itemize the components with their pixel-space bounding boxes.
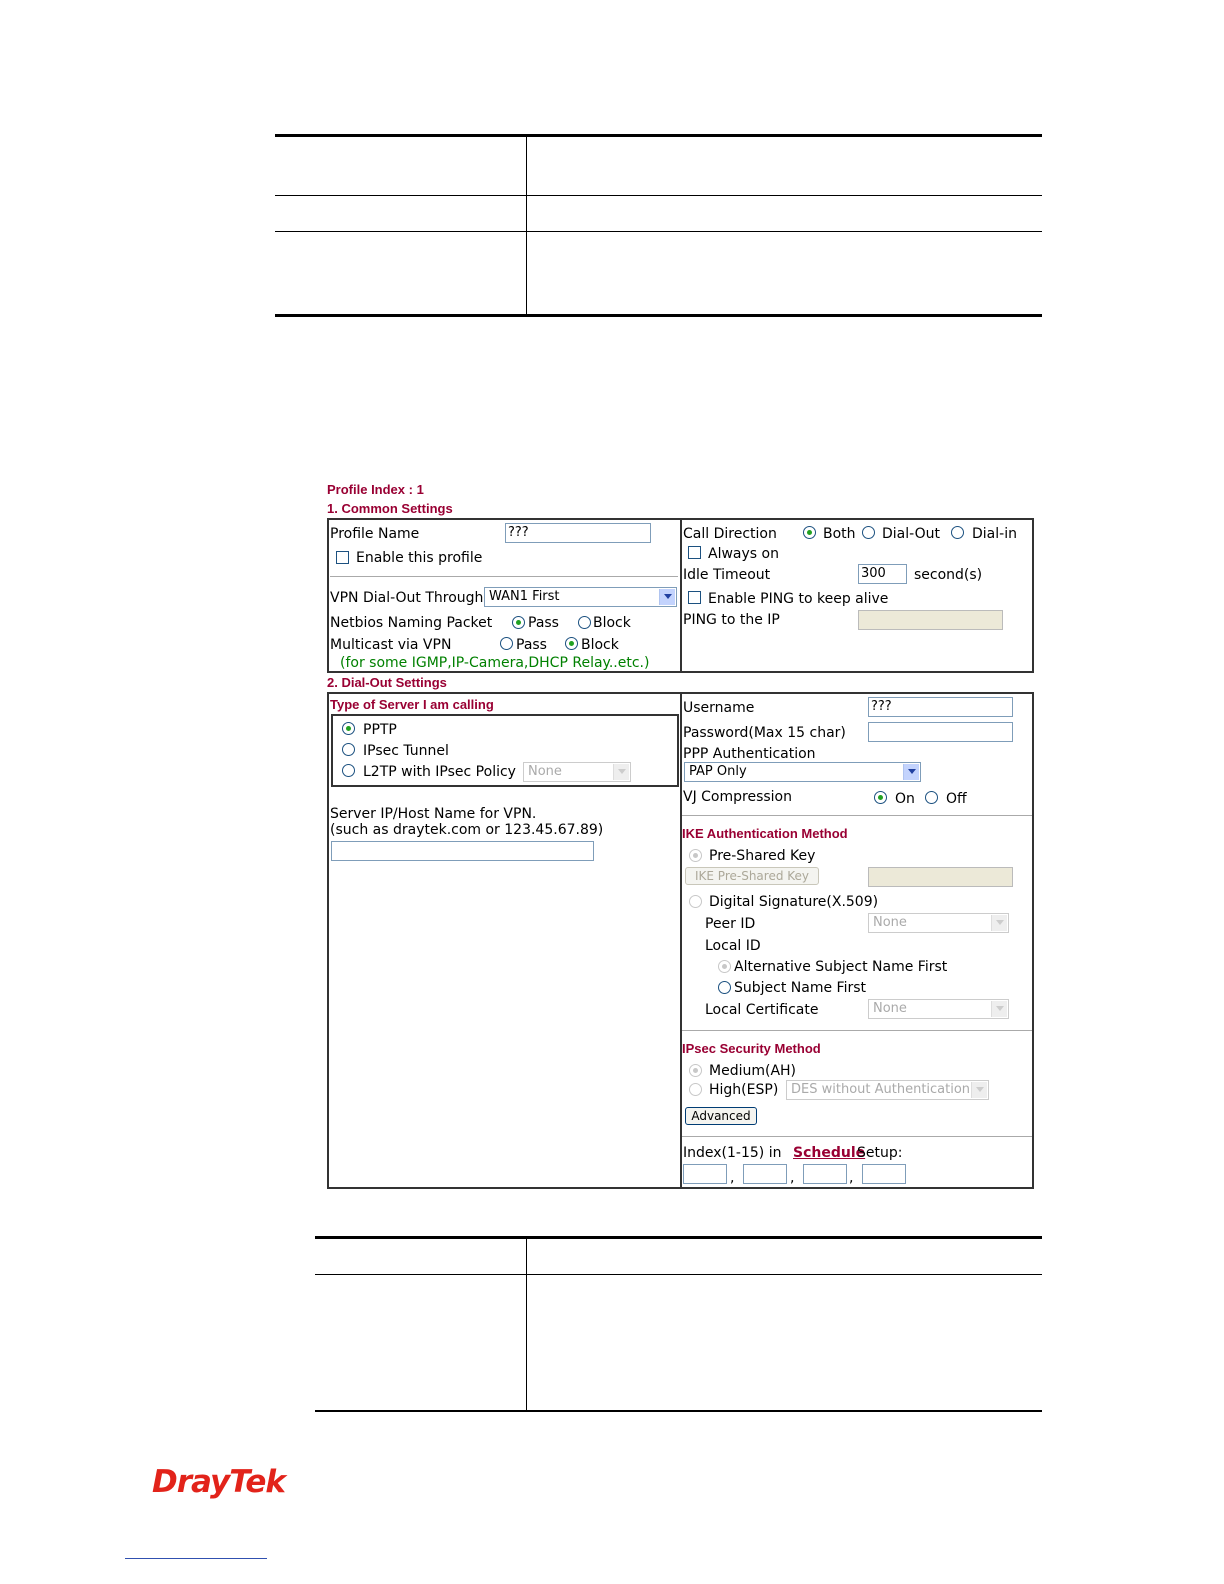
call-dialin-label: Dial-in xyxy=(972,526,1017,542)
call-dialout-label: Dial-Out xyxy=(882,526,940,542)
schedule-index-input-2[interactable] xyxy=(743,1164,787,1184)
schedule-setup-label: Setup: xyxy=(857,1145,903,1161)
username-label: Username xyxy=(683,700,755,716)
schedule-index-input-1[interactable] xyxy=(683,1164,727,1184)
chevron-down-icon xyxy=(613,764,629,780)
multicast-pass-radio[interactable] xyxy=(500,637,513,650)
idle-timeout-label: Idle Timeout xyxy=(683,567,771,583)
l2tp-radio[interactable] xyxy=(342,764,355,777)
l2tp-label: L2TP with IPsec Policy xyxy=(363,764,516,780)
doc-table-row-divider xyxy=(315,1274,1042,1275)
idle-timeout-input[interactable]: 300 xyxy=(858,564,907,584)
call-dialout-radio[interactable] xyxy=(862,526,875,539)
enable-profile-label: Enable this profile xyxy=(356,550,483,566)
enable-profile-checkbox[interactable] xyxy=(336,551,349,564)
username-input[interactable]: ??? xyxy=(868,697,1013,717)
peer-id-value: None xyxy=(873,915,907,930)
enable-ping-checkbox[interactable] xyxy=(688,591,701,604)
multicast-block-label: Block xyxy=(581,637,619,653)
right-panel-separator xyxy=(682,815,1032,816)
right-panel-separator xyxy=(682,1136,1032,1137)
schedule-index-input-3[interactable] xyxy=(803,1164,847,1184)
chevron-down-icon xyxy=(991,915,1007,931)
enable-ping-label: Enable PING to keep alive xyxy=(708,591,889,607)
server-ip-input[interactable] xyxy=(331,841,594,861)
schedule-comma: , xyxy=(790,1170,795,1186)
subject-name-label: Subject Name First xyxy=(734,980,867,996)
netbios-pass-label: Pass xyxy=(528,615,559,631)
ipsec-method-title: IPsec Security Method xyxy=(682,1041,821,1056)
digital-signature-label: Digital Signature(X.509) xyxy=(709,894,879,910)
call-direction-label: Call Direction xyxy=(683,526,777,542)
vpn-dialout-label: VPN Dial-Out Through xyxy=(330,590,484,606)
right-panel-separator xyxy=(682,1030,1032,1031)
draytek-logo: DrayTek xyxy=(152,1464,285,1500)
vpn-dialout-select[interactable] xyxy=(484,587,677,607)
server-ip-hint: (such as draytek.com or 123.45.67.89) xyxy=(330,822,604,838)
ipsec-tunnel-radio[interactable] xyxy=(342,743,355,756)
seconds-label: second(s) xyxy=(914,567,983,583)
ping-ip-label: PING to the IP xyxy=(683,612,780,628)
chevron-down-icon xyxy=(971,1082,987,1098)
alt-subject-radio[interactable] xyxy=(718,960,731,973)
ipsec-tunnel-label: IPsec Tunnel xyxy=(363,743,449,759)
footer-rule xyxy=(125,1558,267,1559)
server-ip-label: Server IP/Host Name for VPN. xyxy=(330,806,537,822)
doc-table-column-divider xyxy=(526,136,527,315)
chevron-down-icon xyxy=(659,589,675,605)
common-settings-title: 1. Common Settings xyxy=(327,501,453,516)
schedule-index-input-4[interactable] xyxy=(862,1164,906,1184)
doc-table-row-divider xyxy=(275,231,1042,232)
profile-name-label: Profile Name xyxy=(330,526,420,542)
peer-id-label: Peer ID xyxy=(705,916,756,932)
vj-on-radio[interactable] xyxy=(874,791,887,804)
ike-auth-title: IKE Authentication Method xyxy=(682,826,848,841)
vj-off-label: Off xyxy=(946,791,967,807)
doc-table-bottom-border xyxy=(275,314,1042,317)
call-both-radio[interactable] xyxy=(803,526,816,539)
digital-signature-radio[interactable] xyxy=(689,895,702,908)
multicast-pass-label: Pass xyxy=(516,637,547,653)
doc-table-bottom-border xyxy=(315,1410,1042,1412)
peer-id-select[interactable] xyxy=(868,913,1009,933)
pptp-radio[interactable] xyxy=(342,722,355,735)
alt-subject-label: Alternative Subject Name First xyxy=(734,959,948,975)
profile-index-title: Profile Index : 1 xyxy=(327,482,424,497)
multicast-block-radio[interactable] xyxy=(565,637,578,650)
schedule-comma: , xyxy=(849,1170,854,1186)
multicast-label: Multicast via VPN xyxy=(330,637,452,653)
ping-ip-input[interactable] xyxy=(858,610,1003,630)
pre-shared-key-radio[interactable] xyxy=(689,849,702,862)
high-esp-radio[interactable] xyxy=(689,1083,702,1096)
local-id-label: Local ID xyxy=(705,938,761,954)
doc-table-row-divider xyxy=(275,195,1042,196)
high-esp-select[interactable] xyxy=(786,1080,989,1100)
left-panel-separator xyxy=(330,576,678,577)
netbios-pass-radio[interactable] xyxy=(512,616,525,629)
password-input[interactable] xyxy=(868,722,1013,742)
ike-psk-input[interactable] xyxy=(868,867,1013,887)
high-esp-value: DES without Authentication xyxy=(791,1082,971,1097)
profile-name-input[interactable]: ??? xyxy=(505,523,651,543)
doc-table-column-divider xyxy=(526,1238,527,1411)
ppp-auth-select[interactable] xyxy=(684,762,921,782)
schedule-comma: , xyxy=(730,1170,735,1186)
netbios-block-label: Block xyxy=(593,615,631,631)
schedule-link[interactable]: Schedule xyxy=(793,1145,866,1161)
medium-ah-label: Medium(AH) xyxy=(709,1063,797,1079)
chevron-down-icon xyxy=(991,1001,1007,1017)
ike-psk-button[interactable]: IKE Pre-Shared Key xyxy=(685,867,819,885)
l2tp-policy-select[interactable] xyxy=(523,762,631,782)
medium-ah-radio[interactable] xyxy=(689,1064,702,1077)
local-cert-value: None xyxy=(873,1001,907,1016)
advanced-button[interactable]: Advanced xyxy=(685,1107,757,1125)
vpn-dialout-value: WAN1 First xyxy=(489,589,560,604)
pre-shared-key-label: Pre-Shared Key xyxy=(709,848,816,864)
always-on-label: Always on xyxy=(708,546,779,562)
multicast-note: (for some IGMP,IP-Camera,DHCP Relay..etc.) xyxy=(340,655,650,671)
doc-table-top-border xyxy=(275,134,1042,137)
vj-compression-label: VJ Compression xyxy=(683,789,792,805)
chevron-down-icon xyxy=(903,764,919,780)
call-dialin-radio[interactable] xyxy=(951,526,964,539)
ppp-auth-label: PPP Authentication xyxy=(683,746,816,762)
schedule-index-label: Index(1-15) in xyxy=(683,1145,782,1161)
server-type-title: Type of Server I am calling xyxy=(330,697,494,712)
dialout-settings-title: 2. Dial-Out Settings xyxy=(327,675,447,690)
doc-table-top-border xyxy=(315,1236,1042,1239)
l2tp-policy-value: None xyxy=(528,764,562,779)
vj-off-radio[interactable] xyxy=(925,791,938,804)
pptp-label: PPTP xyxy=(363,722,397,738)
local-cert-label: Local Certificate xyxy=(705,1002,819,1018)
subject-name-radio[interactable] xyxy=(718,981,731,994)
netbios-label: Netbios Naming Packet xyxy=(330,615,493,631)
vj-on-label: On xyxy=(895,791,915,807)
ppp-auth-value: PAP Only xyxy=(689,764,747,779)
high-esp-label: High(ESP) xyxy=(709,1082,779,1098)
local-cert-select[interactable] xyxy=(868,999,1009,1019)
password-label: Password(Max 15 char) xyxy=(683,725,846,741)
always-on-checkbox[interactable] xyxy=(688,546,701,559)
call-both-label: Both xyxy=(823,526,856,542)
netbios-block-radio[interactable] xyxy=(578,616,591,629)
